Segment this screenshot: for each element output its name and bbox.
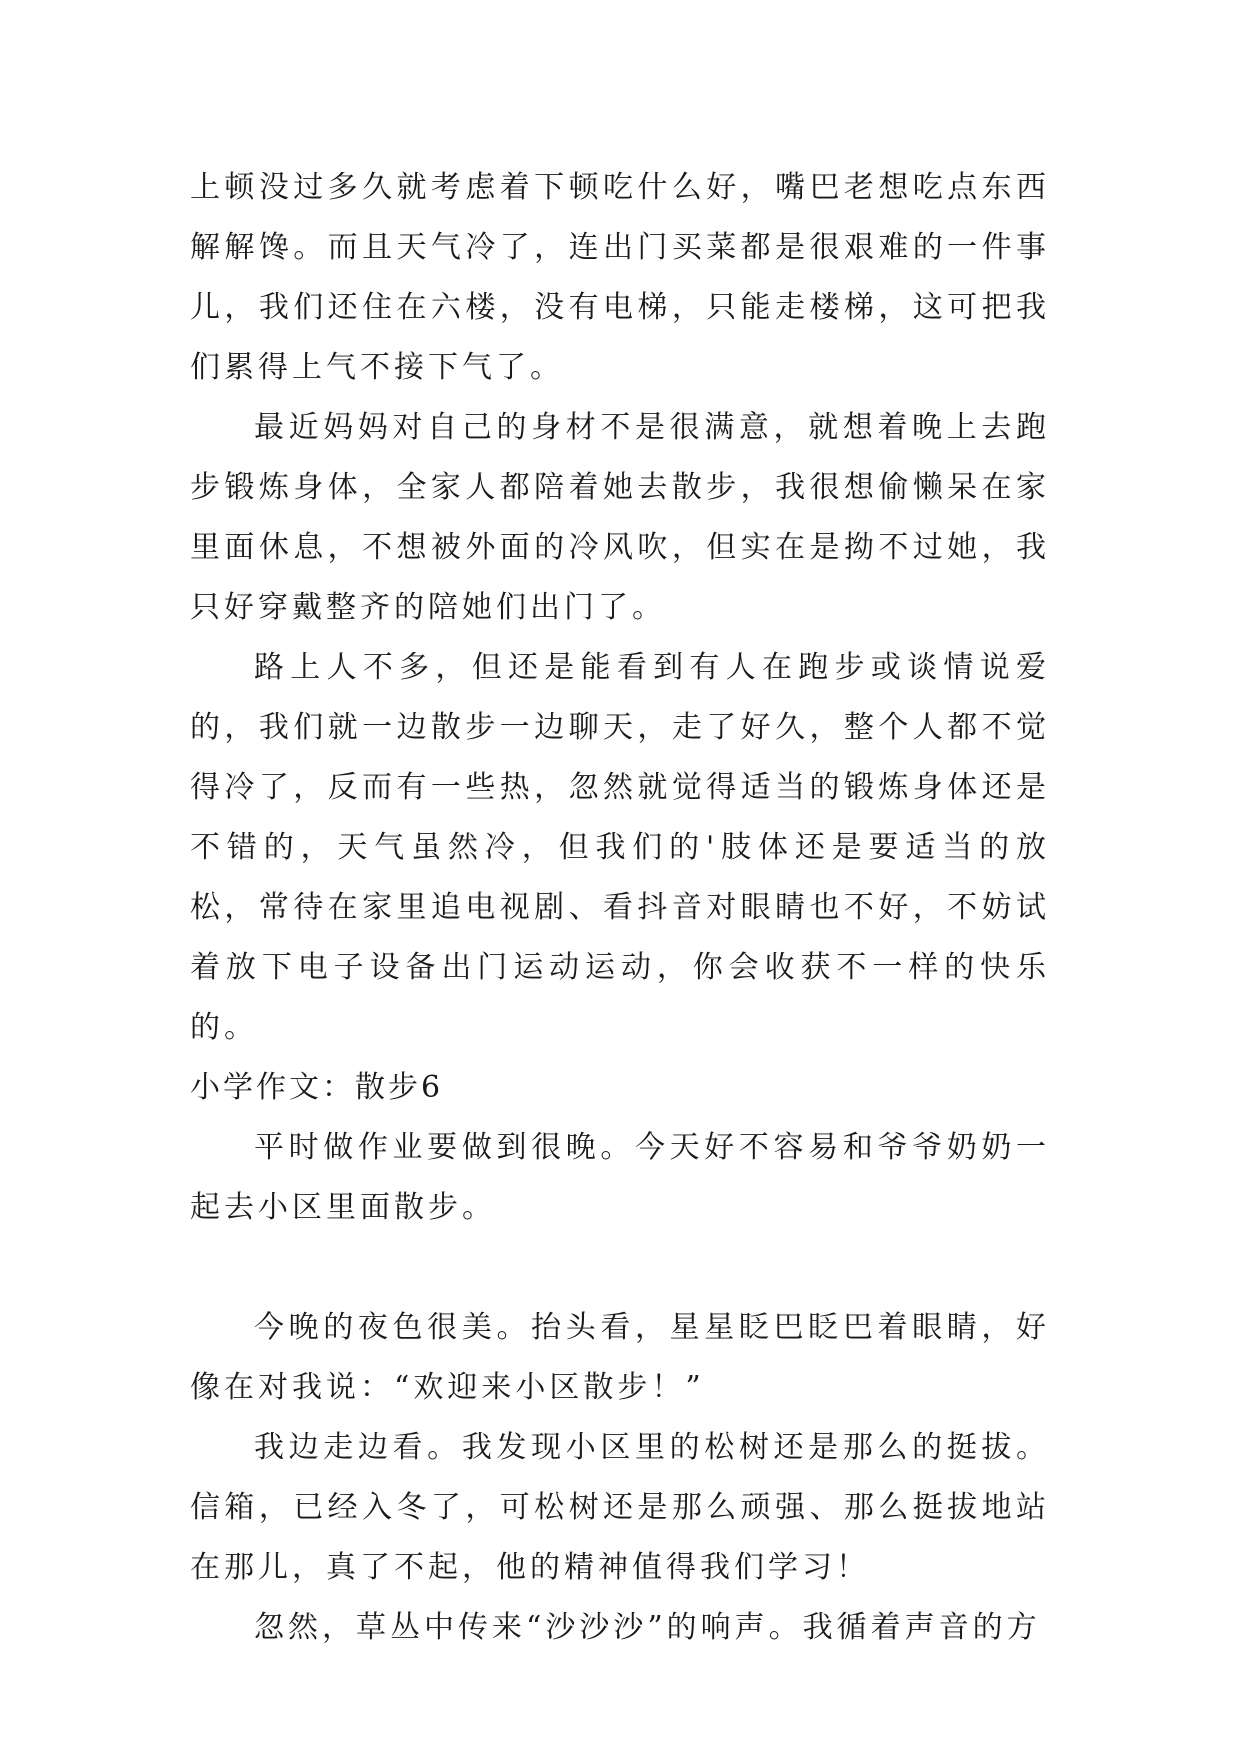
paragraph-night-sky: 今晚的夜色很美。抬头看，星星眨巴眨巴着眼睛，好像在对我说：“欢迎来小区散步！” (190, 1310, 1050, 1405)
paragraph-grass-sound: 忽然，草丛中传来“沙沙沙”的响声。我循着声音的方 (254, 1610, 1041, 1645)
paragraph-walk-chat: 路上人不多，但还是能看到有人在跑步或谈情说爱的，我们就一边散步一边聊天，走了好久，整个人都不觉得冷了，反而有一些热，忽然就觉得适当的锻炼身体还是不错的，天气虽然冷，但我们的'肢体还是要适当的放松，常待在家里追电视剧、看抖音对眼睛也不好，不妨试着放下电子设备出门运动运动，你会收获不一样的快乐的。 (190, 650, 1050, 1045)
paragraph-pine-tree: 我边走边看。我发现小区里的松树还是那么的挺拔。信箱，已经入冬了，可松树还是那么顽强、那么挺拔地站在那儿，真了不起，他的精神值得我们学习！ (190, 1430, 1050, 1585)
paragraph-homework-walk: 平时做作业要做到很晚。今天好不容易和爷爷奶奶一起去小区里面散步。 (190, 1130, 1050, 1225)
paragraph-mom-exercise: 最近妈妈对自己的身材不是很满意，就想着晚上去跑步锻炼身体，全家人都陪着她去散步，我很想偷懒呆在家里面休息，不想被外面的冷风吹，但实在是拗不过她，我只好穿戴整齐的陪她们出门了。 (190, 410, 1050, 625)
essay-heading: 小学作文：散步6 (190, 1070, 444, 1105)
document-body (190, 158, 1050, 1658)
paragraph-cooking-stairs: 上顿没过多久就考虑着下顿吃什么好，嘴巴老想吃点东西解解馋。而且天气冷了，连出门买菜都是很艰难的一件事儿，我们还住在六楼，没有电梯，只能走楼梯，这可把我们累得上气不接下气了。 (190, 170, 1050, 385)
paragraph-gap (190, 1238, 1050, 1298)
